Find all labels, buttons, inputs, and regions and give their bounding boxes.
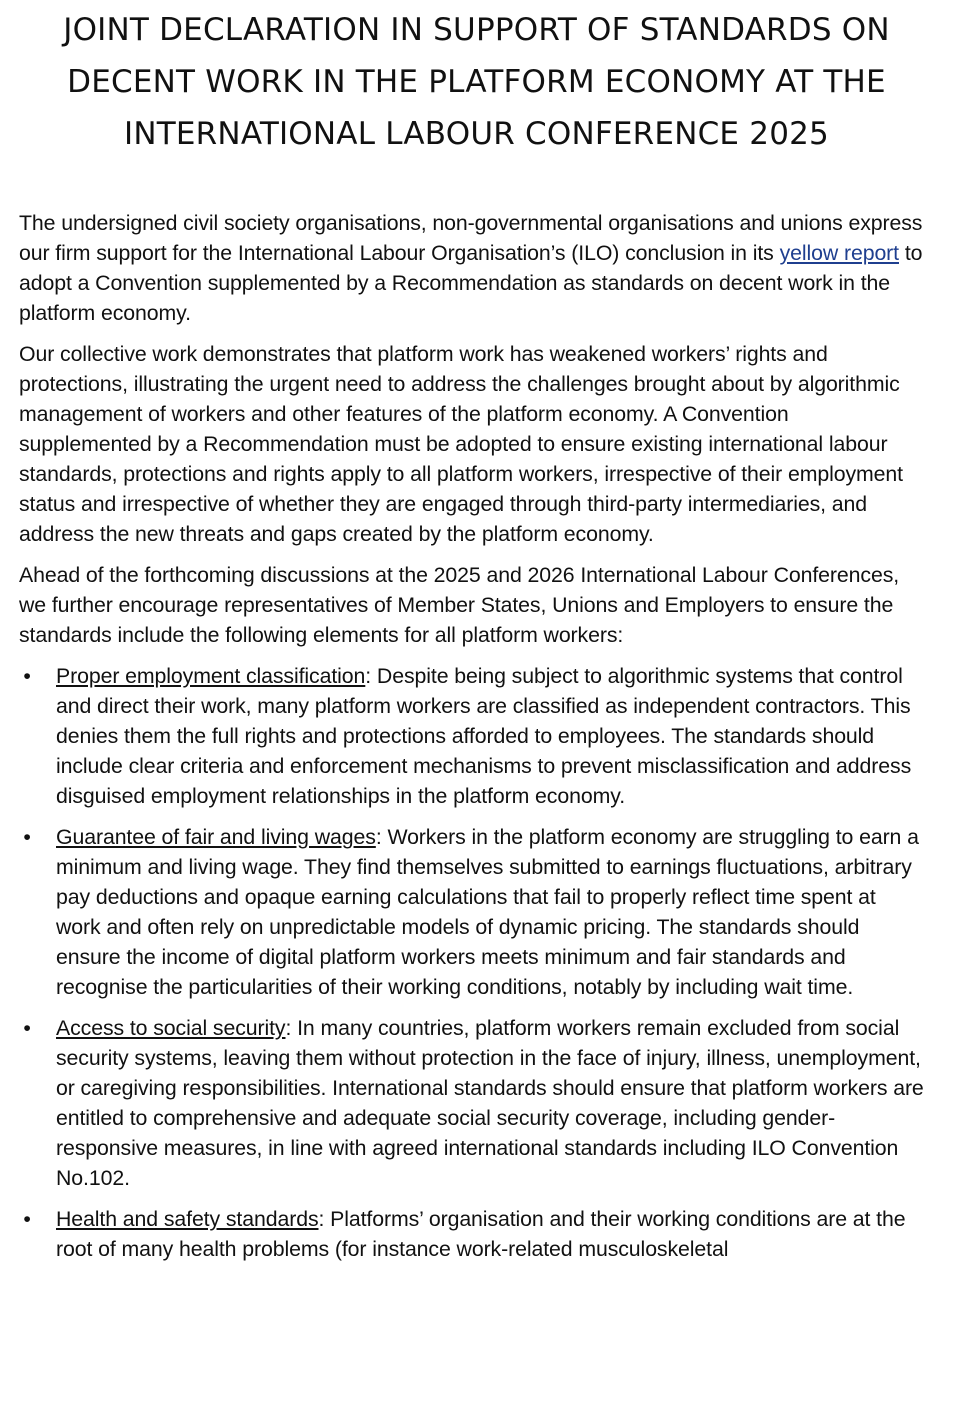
yellow-report-link[interactable]: yellow report [779,241,899,265]
intro-text-after-link: to adopt a Convention supplemented by a Recommendation as standards on decent work in the platform economy. [19,241,923,325]
bullet-icon: • [23,1016,31,1040]
element-term: Proper employment classification [56,664,366,688]
element-term: Guarantee of fair and living wages [56,825,376,849]
document-title: JOINT DECLARATION IN SUPPORT OF STANDARDS ON DECENT WORK IN THE PLATFORM ECONOMY AT THE INTERNATIONAL LABOUR CONFERENCE 2025 [63,12,890,152]
list-item-living-wages [19,822,924,1002]
bullet-icon: • [23,825,31,849]
element-text: : In many countries, platform workers remain excluded from social security systems, leaving them without protection in the face of injury, illness, unemployment, or caregiving responsibilities. International standards should ensure that platform workers are entitled to comprehensive and adequate social security coverage, including gender-responsive measures, in line with agreed international standards including ILO Convention No.102. [56,1016,924,1190]
element-text: : Workers in the platform economy are struggling to earn a minimum and living wage. They find themselves submitted to earnings fluctuations, arbitrary pay deductions and opaque earning calculations that fail to properly reflect time spent at work and often rely on unpredictable models of dynamic pricing. The standards should ensure the income of digital platform workers meets minimum and fair standards and recognise the particularities of their working conditions, notably by including wait time. [56,825,919,999]
element-text: : Platforms’ organisation and their working conditions are at the root of many health problems (for instance work-related musculoskeletal [56,1207,906,1261]
list-item-employment-classification [19,661,924,811]
list-item-social-security [19,1013,924,1193]
element-term: Health and safety standards [56,1207,319,1231]
element-text: : Despite being subject to algorithmic systems that control and direct their work, many platform workers are classified as independent contractors. This denies them the full rights and protections afforded to employees. The standards should include clear criteria and enforcement mechanisms to prevent misclassification and address disguised employment relationships in the platform economy. [56,664,912,808]
collective-work-paragraph: Our collective work demonstrates that platform work has weakened workers’ rights and protections, illustrating the urgent need to address the challenges brought about by algorithmic management of workers and other features of the platform economy. A Convention supplemented by a Recommendation must be adopted to ensure existing international labour standards, protections and rights apply to all platform workers, irrespective of their employment status and irrespective of whether they are engaged through third-party intermediaries, and address the new threats and gaps created by the platform economy. [19,342,903,546]
document-body [19,208,924,1264]
elements-list [19,661,924,1264]
intro-text-before-link: The undersigned civil society organisations, non-governmental organisations and unions express our firm support for the International Labour Organisation’s (ILO) conclusion in its [19,211,923,265]
element-term: Access to social security [56,1016,286,1040]
forthcoming-discussions-paragraph: Ahead of the forthcoming discussions at the 2025 and 2026 International Labour Conferences, we further encourage representatives of Member States, Unions and Employers to ensure the standards include the following elements for all platform workers: [19,563,900,647]
intro-paragraph [19,208,924,328]
list-item-health-safety [19,1204,924,1264]
bullet-icon: • [23,664,31,688]
bullet-icon: • [23,1207,31,1231]
